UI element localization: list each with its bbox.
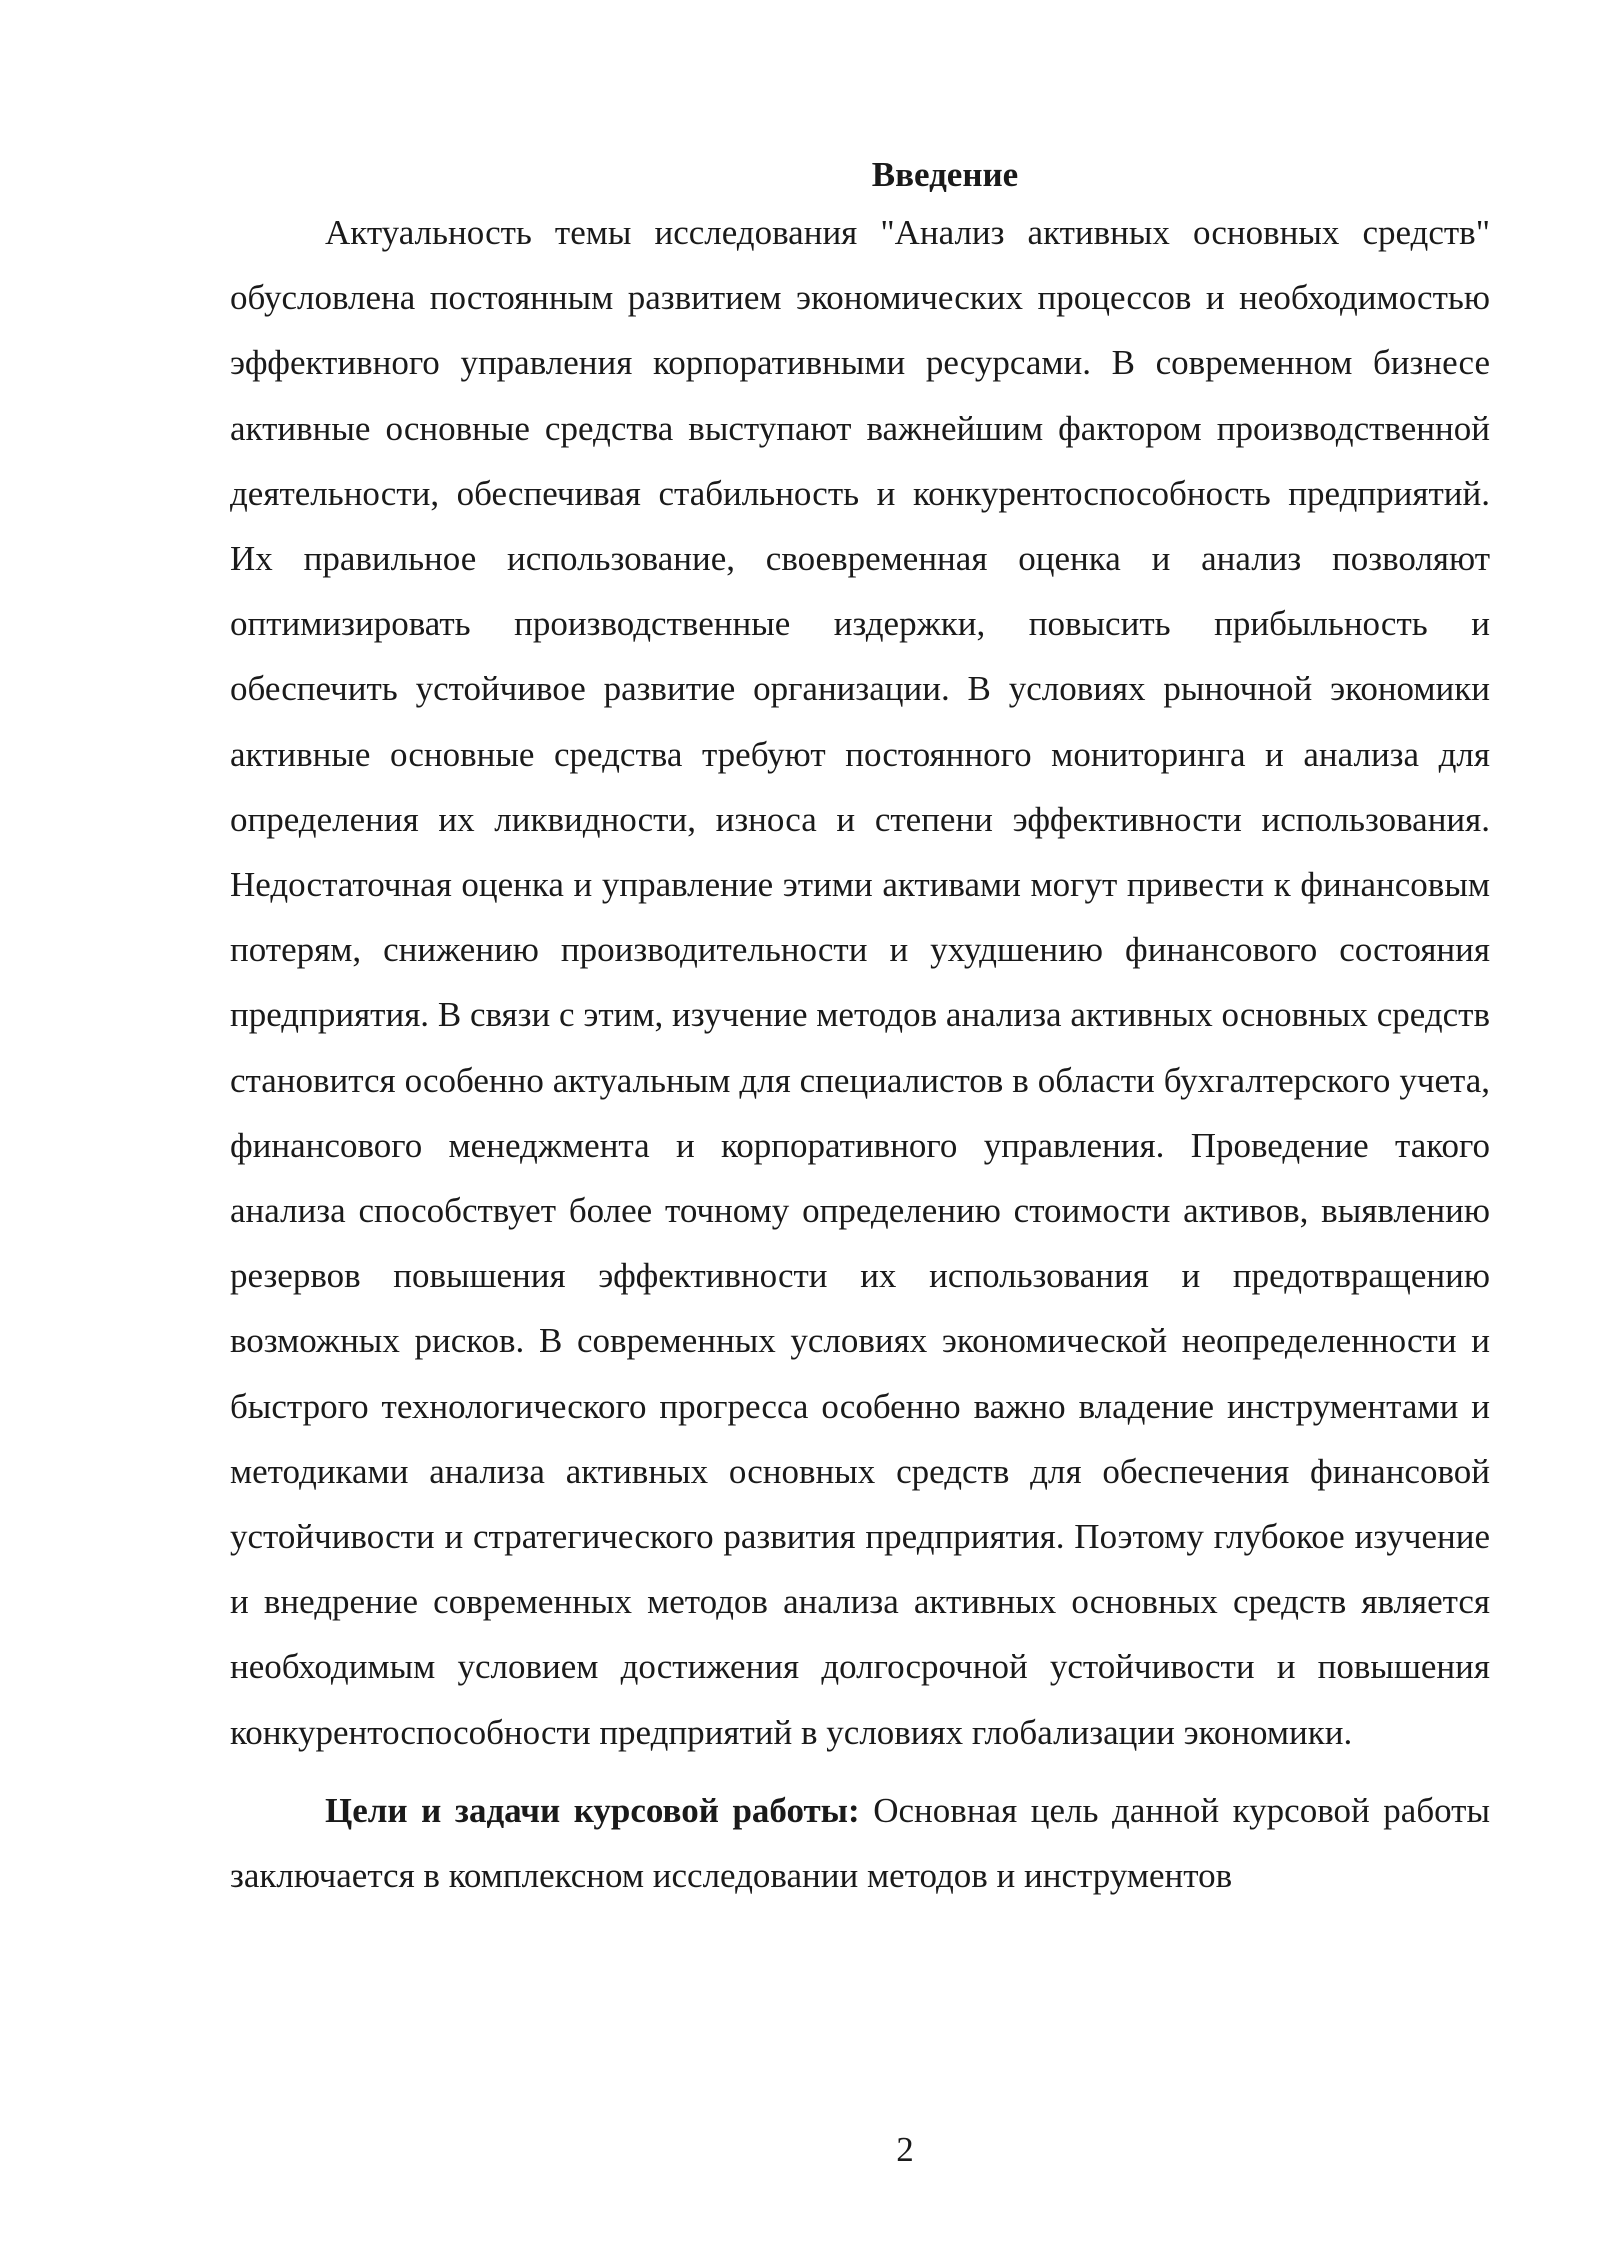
paragraph-goals	[230, 1778, 1490, 1908]
goals-text: Основная цель данной курсовой работы заключается в комплексном исследовании методов и инструментов	[230, 1790, 1490, 1896]
page-title: Введение	[871, 155, 1019, 194]
goals-heading: Цели и задачи курсовой работы:	[325, 1790, 860, 1830]
page-number: 2	[896, 2130, 914, 2169]
page-content	[230, 150, 1490, 1908]
paragraph-relevance: Актуальность темы исследования "Анализ активных основных средств" обусловлена постоянным развитием экономических процессов и необходимостью эффективного управления корпоративными ресурсами. В современном бизнесе активные основные средства выступают важнейшим фактором производственной деятельности, обеспечивая стабильность и конкурентоспособность предприятий. Их правильное использование, своевременная оценка и анализ позволяют оптимизировать производственные издержки, повысить прибыльность и обеспечить устойчивое развитие организации. В условиях рыночной экономики активные основные средства требуют постоянного мониторинга и анализа для определения их ликвидности, износа и степени эффективности использования. Недостаточная оценка и управление этими активами могут привести к финансовым потерям, снижению производительности и ухудшению финансового состояния предприятия. В связи с этим, изучение методов анализа активных основных средств становится особенно актуальным для специалистов в области бухгалтерского учета, финансового менеджмента и корпоративного управления. Проведение такого анализа способствует более точному определению стоимости активов, выявлению резервов повышения эффективности их использования и предотвращению возможных рисков. В современных условиях экономической неопределенности и быстрого технологического прогресса особенно важно владение инструментами и методиками анализа активных основных средств для обеспечения финансовой устойчивости и стратегического развития предприятия. Поэтому глубокое изучение и внедрение современных методов анализа активных основных средств является необходимым условием достижения долгосрочной устойчивости и повышения конкурентоспособности предприятий в условиях глобализации экономики.	[230, 213, 1490, 1752]
